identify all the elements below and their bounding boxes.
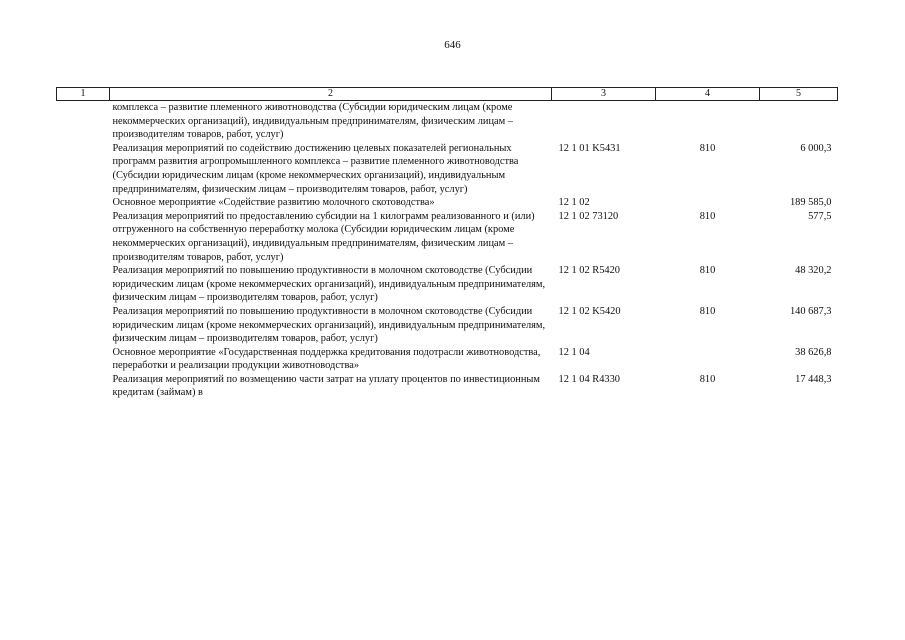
row-amount: 577,5 bbox=[808, 210, 832, 222]
row-amount: 6 000,3 bbox=[800, 142, 832, 154]
row-name: Основное мероприятие «Содействие развитию молочного скотоводства» bbox=[112, 197, 435, 209]
row-expense-type bbox=[656, 346, 760, 373]
column-header-1: 1 bbox=[57, 88, 110, 101]
column-header-3: 3 bbox=[552, 88, 656, 101]
row-code: 12 1 02 bbox=[558, 197, 590, 209]
row-amount: 38 626,8 bbox=[795, 346, 832, 358]
row-expense-type bbox=[656, 101, 760, 142]
row-amount: 17 448,3 bbox=[795, 373, 832, 385]
row-index-cell bbox=[57, 373, 110, 400]
row-name: Реализация мероприятий по содействию достижению целевых показателей региональных программ развития агропромышленного комплекса – развитие племенного животноводства (Субсидии юридическим лицам (кроме некоммерческих организаций), индивидуальным предпринимателям, физическим лицам – производителям товаров, работ, услуг) bbox=[112, 142, 519, 195]
row-name: Реализация мероприятий по возмещению части затрат на уплату процентов по инвестиционным кредитам (займам) в bbox=[112, 373, 540, 399]
table-row bbox=[57, 101, 838, 142]
row-expense-type: 810 bbox=[699, 305, 716, 317]
column-header-2: 2 bbox=[110, 88, 552, 101]
table-row bbox=[57, 142, 838, 196]
row-name: Реализация мероприятий по предоставлению субсидии на 1 килограмм реализованного и (или) отгруженного на собственную переработку молока (Субсидии юридическим лицам (кроме некоммерческих организаций), индивидуальным предпринимателям, физическим лицам – производителям товаров, работ, услуг) bbox=[112, 210, 535, 263]
row-index-cell bbox=[57, 210, 110, 264]
row-index-cell bbox=[57, 196, 110, 210]
column-header-4: 4 bbox=[656, 88, 760, 101]
column-header-5: 5 bbox=[760, 88, 838, 101]
row-index-cell bbox=[57, 264, 110, 305]
row-expense-type: 810 bbox=[699, 265, 716, 277]
row-expense-type bbox=[656, 196, 760, 210]
row-code: 12 1 02 R5420 bbox=[558, 265, 620, 277]
row-index-cell bbox=[57, 305, 110, 346]
table-row bbox=[57, 210, 838, 264]
table-row bbox=[57, 346, 838, 373]
row-name: комплекса – развитие племенного животноводства (Субсидии юридическим лицам (кроме некоммерческих организаций), индивидуальным предпринимателям, физическим лицам – производителям товаров, работ, услуг) bbox=[112, 102, 513, 141]
row-code: 12 1 04 bbox=[558, 346, 590, 358]
row-code bbox=[552, 101, 656, 142]
row-amount: 48 320,2 bbox=[795, 265, 832, 277]
table-row bbox=[57, 373, 838, 400]
row-amount: 140 687,3 bbox=[789, 305, 832, 317]
page-number: 646 bbox=[444, 39, 461, 51]
table-row bbox=[57, 196, 838, 210]
row-name: Реализация мероприятий по повышению продуктивности в молочном скотоводстве (Субсидии юридическим лицам (кроме некоммерческих организаций), индивидуальным предпринимателям, физическим лицам – производителям товаров, работ, услуг) bbox=[112, 305, 546, 345]
row-index-cell bbox=[57, 346, 110, 373]
row-code: 12 1 02 K5420 bbox=[558, 305, 621, 317]
row-code: 12 1 04 R4330 bbox=[558, 373, 620, 385]
table-row bbox=[57, 264, 838, 305]
row-amount bbox=[760, 101, 838, 142]
header-row bbox=[57, 88, 838, 101]
row-expense-type: 810 bbox=[699, 210, 716, 222]
row-expense-type: 810 bbox=[699, 373, 716, 385]
row-expense-type: 810 bbox=[699, 142, 716, 154]
row-name: Основное мероприятие «Государственная поддержка кредитования подотрасли животноводства, переработки и реализации продукции животноводства» bbox=[112, 346, 541, 372]
row-name: Реализация мероприятий по повышению продуктивности в молочном скотоводстве (Субсидии юридическим лицам (кроме некоммерческих организаций), индивидуальным предпринимателям, физическим лицам – производителям товаров, работ, услуг) bbox=[112, 265, 546, 304]
row-code: 12 1 02 73120 bbox=[558, 210, 619, 222]
row-amount: 189 585,0 bbox=[789, 197, 832, 209]
row-code: 12 1 01 K5431 bbox=[558, 142, 621, 154]
budget-table bbox=[56, 87, 838, 400]
row-index-cell bbox=[57, 101, 110, 142]
row-index-cell bbox=[57, 142, 110, 196]
table-row bbox=[57, 305, 838, 346]
